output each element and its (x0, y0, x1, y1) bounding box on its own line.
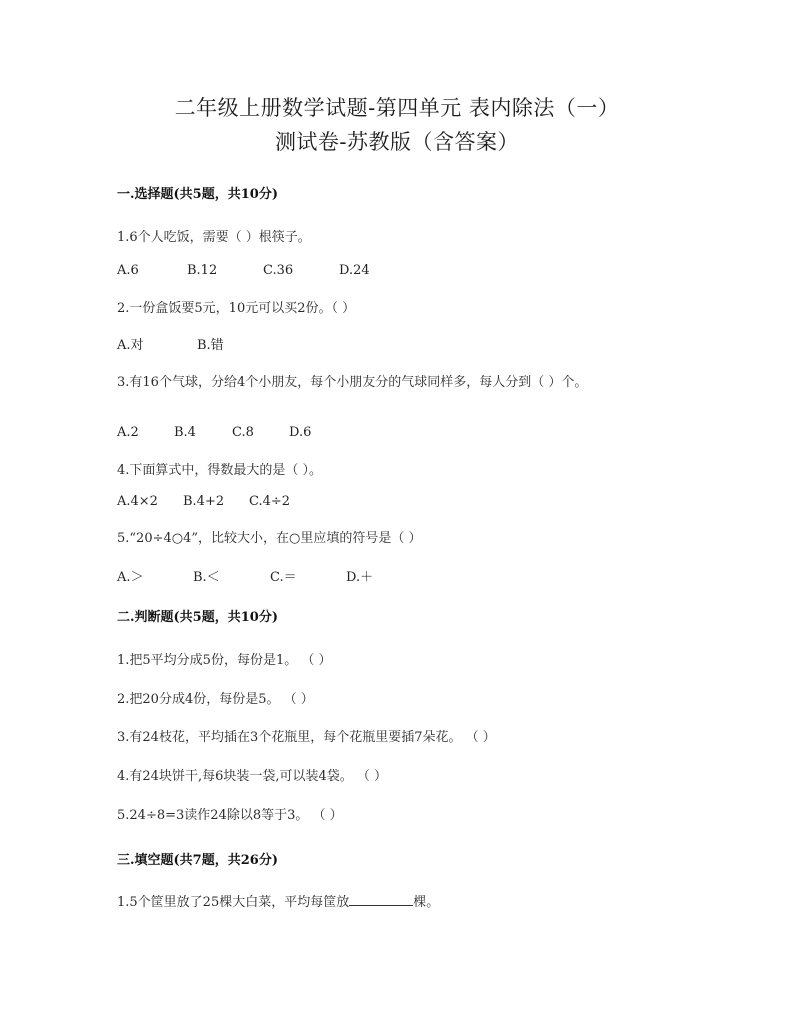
option-c: C.8 (232, 425, 254, 440)
section-heading-fill: 三.填空题(共7题，共26分) (117, 853, 278, 868)
option-b: B.4+2 (183, 494, 225, 509)
option-d: D.＋ (346, 570, 374, 585)
fill-question-1 (117, 891, 439, 910)
option-d: D.24 (339, 263, 370, 278)
judgment-item: 4.有24块饼干,每6块装一袋,可以装4袋。 （ ） (117, 769, 388, 784)
judgment-item: 3.有24枝花，平均插在3个花瓶里，每个花瓶里要插7朵花。 （ ） (117, 730, 496, 745)
question-5: 5.“20÷4○4”，比较大小，在○里应填的符号是（ ） (117, 531, 422, 546)
judgment-item: 1.把5平均分成5份，每份是1。 （ ） (117, 653, 332, 668)
option-c: C.＝ (270, 570, 297, 585)
option-a: A.2 (117, 425, 139, 440)
option-b: B.＜ (193, 570, 220, 585)
option-b: B.4 (174, 425, 196, 440)
fill-question-1-unit: 棵。 (413, 895, 440, 910)
option-d: D.6 (289, 425, 312, 440)
option-a: A.＞ (117, 570, 144, 585)
option-a: A.6 (117, 263, 139, 278)
option-a: A.4×2 (117, 494, 158, 509)
question-2: 2.一份盒饭要5元，10元可以买2份。（ ） (117, 301, 356, 316)
judgment-item: 5.24÷8=3读作24除以8等于3。 （ ） (117, 808, 343, 823)
option-c: C.4÷2 (249, 494, 291, 509)
option-b: B.12 (187, 263, 218, 278)
answer-blank[interactable] (349, 893, 413, 906)
option-a: A.对 (117, 338, 144, 353)
judgment-item: 2.把20分成4份，每份是5。 （ ） (117, 692, 314, 707)
fill-question-1-text: 1.5个筐里放了25棵大白菜，平均每筐放 (117, 895, 350, 910)
question-3: 3.有16个气球，分给4个小朋友，每个小朋友分的气球同样多，每人分到（ ）个。 (117, 375, 588, 390)
section-heading-choice: 一.选择题(共5题，共10分) (117, 187, 278, 202)
option-c: C.36 (263, 263, 294, 278)
question-1: 1.6个人吃饭，需要（ ）根筷子。 (117, 230, 311, 245)
page-title-line2: 测试卷-苏教版（含答案） (274, 130, 520, 154)
question-4: 4.下面算式中，得数最大的是（ ）。 (117, 463, 323, 478)
page-title-line1: 二年级上册数学试题-第四单元 表内除法（一） (174, 96, 620, 120)
option-b: B.错 (197, 338, 224, 353)
section-heading-judgment: 二.判断题(共5题，共10分) (117, 610, 278, 625)
